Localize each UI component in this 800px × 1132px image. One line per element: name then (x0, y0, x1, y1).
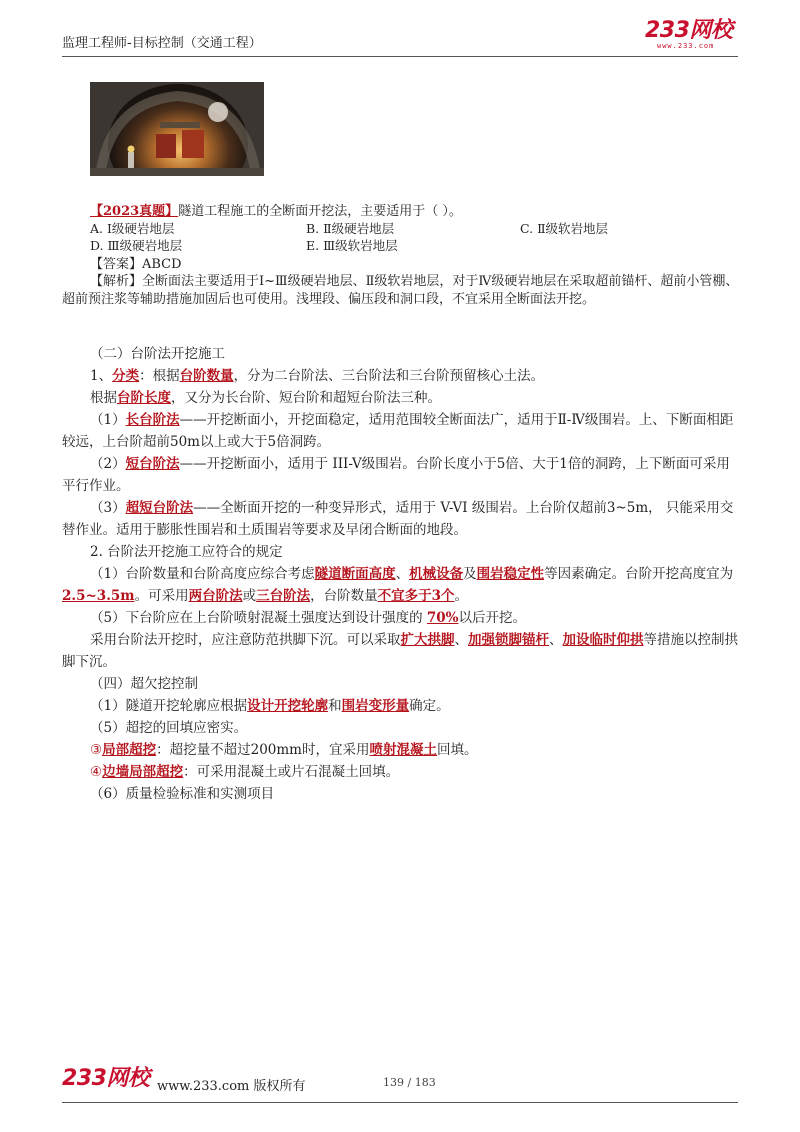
keyword: 三台阶法 (256, 588, 311, 604)
keyword: 台阶数量 (179, 368, 234, 384)
keyword: 机械设备 (409, 566, 464, 582)
option-a: A. Ⅰ级硬岩地层 (90, 221, 175, 236)
brand-logo[interactable] (645, 20, 745, 54)
keyword: 扩大拱脚 (400, 632, 455, 648)
tunnel-photo (90, 82, 264, 176)
para-bench-length: 根据台阶长度，又分为长台阶、短台阶和超短台阶法三种。 (90, 390, 441, 406)
para-rules-title: 2. 台阶法开挖施工应符合的规定 (90, 544, 283, 560)
keyword: 不宜多于3个 (377, 588, 455, 604)
keyword: 局部超挖 (102, 742, 157, 758)
keyword: 设计开挖轮廓 (247, 698, 329, 714)
keyword: 围岩稳定性 (476, 566, 545, 582)
para-arch-foot: 采用台阶法开挖时，应注意防范拱脚下沉。可以采取扩大拱脚、加强锁脚锚杆、加设临时仰拱等措施以控制拱脚下沉。 (62, 632, 738, 670)
keyword: 隧道断面高度 (314, 566, 396, 582)
keyword: 分类 (112, 368, 140, 384)
keyword: 加设临时仰拱 (562, 632, 644, 648)
keyword: 加强锁脚锚杆 (468, 632, 549, 648)
para-lower-bench: （5）下台阶应在上台阶喷射混凝土强度达到设计强度的 70%以后开挖。 (90, 610, 527, 626)
page-header-title: 监理工程师-目标控制（交通工程） (62, 36, 262, 51)
keyword: 两台阶法 (188, 588, 243, 604)
answer-line: 【答案】ABCD (90, 257, 182, 272)
keyword: 2.5~3.5m (62, 588, 135, 604)
option-b: B. Ⅱ级硬岩地层 (306, 221, 395, 236)
option-d: D. Ⅲ级硬岩地层 (90, 238, 183, 253)
brand-logo-url: www.233.com (657, 42, 715, 50)
para-ultra-short-bench: （3）超短台阶法——全断面开挖的一种变异形式，适用于 V-VI 级围岩。上台阶仅超前3~5m， 只能采用交替作业。适用于膨胀性围岩和土质围岩等要求及早闭合断面的地段。 (62, 500, 734, 538)
question-tag: 【2023真题】 (90, 204, 179, 219)
para-backfill: （5）超挖的回填应密实。 (90, 720, 248, 736)
keyword: 围岩变形量 (341, 698, 410, 714)
para-wall-overbreak: ④边墙局部超挖：可采用混凝土或片石混凝土回填。 (90, 764, 400, 780)
page-number: 139 / 183 (383, 1076, 436, 1089)
explanation-text: 全断面法主要适用于Ⅰ~Ⅲ级硬岩地层、Ⅱ级软岩地层，对于Ⅳ级硬岩地层在采取超前锚杆、超前小管棚、超前预注浆等辅助措施加固后也可使用。浅埋段、偏压段和洞口段，不宜采用全断面法开挖。 (62, 274, 739, 307)
para-long-bench: （1）长台阶法——开挖断面小，开挖面稳定，适用范围较全断面法广，适用于Ⅱ-Ⅳ级围岩。上、下断面相距较远，上台阶超前50m以上或大于5倍洞跨。 (62, 412, 734, 450)
keyword: 70% (426, 610, 459, 626)
keyword: 短台阶法 (125, 456, 180, 472)
para-short-bench: （2）短台阶法——开挖断面小，适用于 III-V级围岩。台阶长度小于5倍、大于1倍的洞跨，上下断面可采用平行作业。 (62, 456, 730, 494)
brand-logo-text: 233网校 (645, 18, 733, 43)
para-local-overbreak: ③局部超挖：超挖量不超过200mm时，宜采用喷射混凝土回填。 (90, 742, 478, 758)
option-c: C. Ⅱ级软岩地层 (520, 221, 609, 236)
keyword: 喷射混凝土 (369, 742, 437, 758)
para-bench-count: （1）台阶数量和台阶高度应综合考虑隧道断面高度、机械设备及围岩稳定性等因素确定。台阶开挖高度宜为2.5~3.5m。可采用两台阶法或三台阶法，台阶数量不宜多于3个。 (62, 566, 734, 604)
keyword: 长台阶法 (125, 412, 180, 428)
footer-logo[interactable]: 233网校 (62, 1066, 150, 1091)
para-quality: （6）质量检验标准和实测项目 (90, 786, 275, 802)
explanation (62, 273, 742, 309)
para-contour: （1）隧道开挖轮廓应根据设计开挖轮廓和围岩变形量确定。 (90, 698, 450, 714)
keyword: 超短台阶法 (125, 500, 194, 516)
question-stem (90, 203, 740, 220)
header-divider (62, 56, 738, 57)
section-title-overbreak: （四）超欠挖控制 (90, 676, 198, 692)
section-title-bench: （二）台阶法开挖施工 (90, 346, 225, 362)
explanation-tag: 【解析】 (90, 274, 143, 289)
question-text: 隧道工程施工的全断面开挖法，主要适用于（ ）。 (178, 204, 462, 219)
option-e: E. Ⅲ级软岩地层 (306, 238, 398, 253)
keyword: 台阶长度 (117, 390, 171, 406)
footer-copyright: www.233.com 版权所有 (157, 1079, 306, 1094)
footer-divider (62, 1102, 738, 1103)
keyword: 边墙局部超挖 (102, 764, 184, 780)
para-classification: 1、分类：根据台阶数量，分为二台阶法、三台阶法和三台阶预留核心土法。 (90, 368, 545, 384)
